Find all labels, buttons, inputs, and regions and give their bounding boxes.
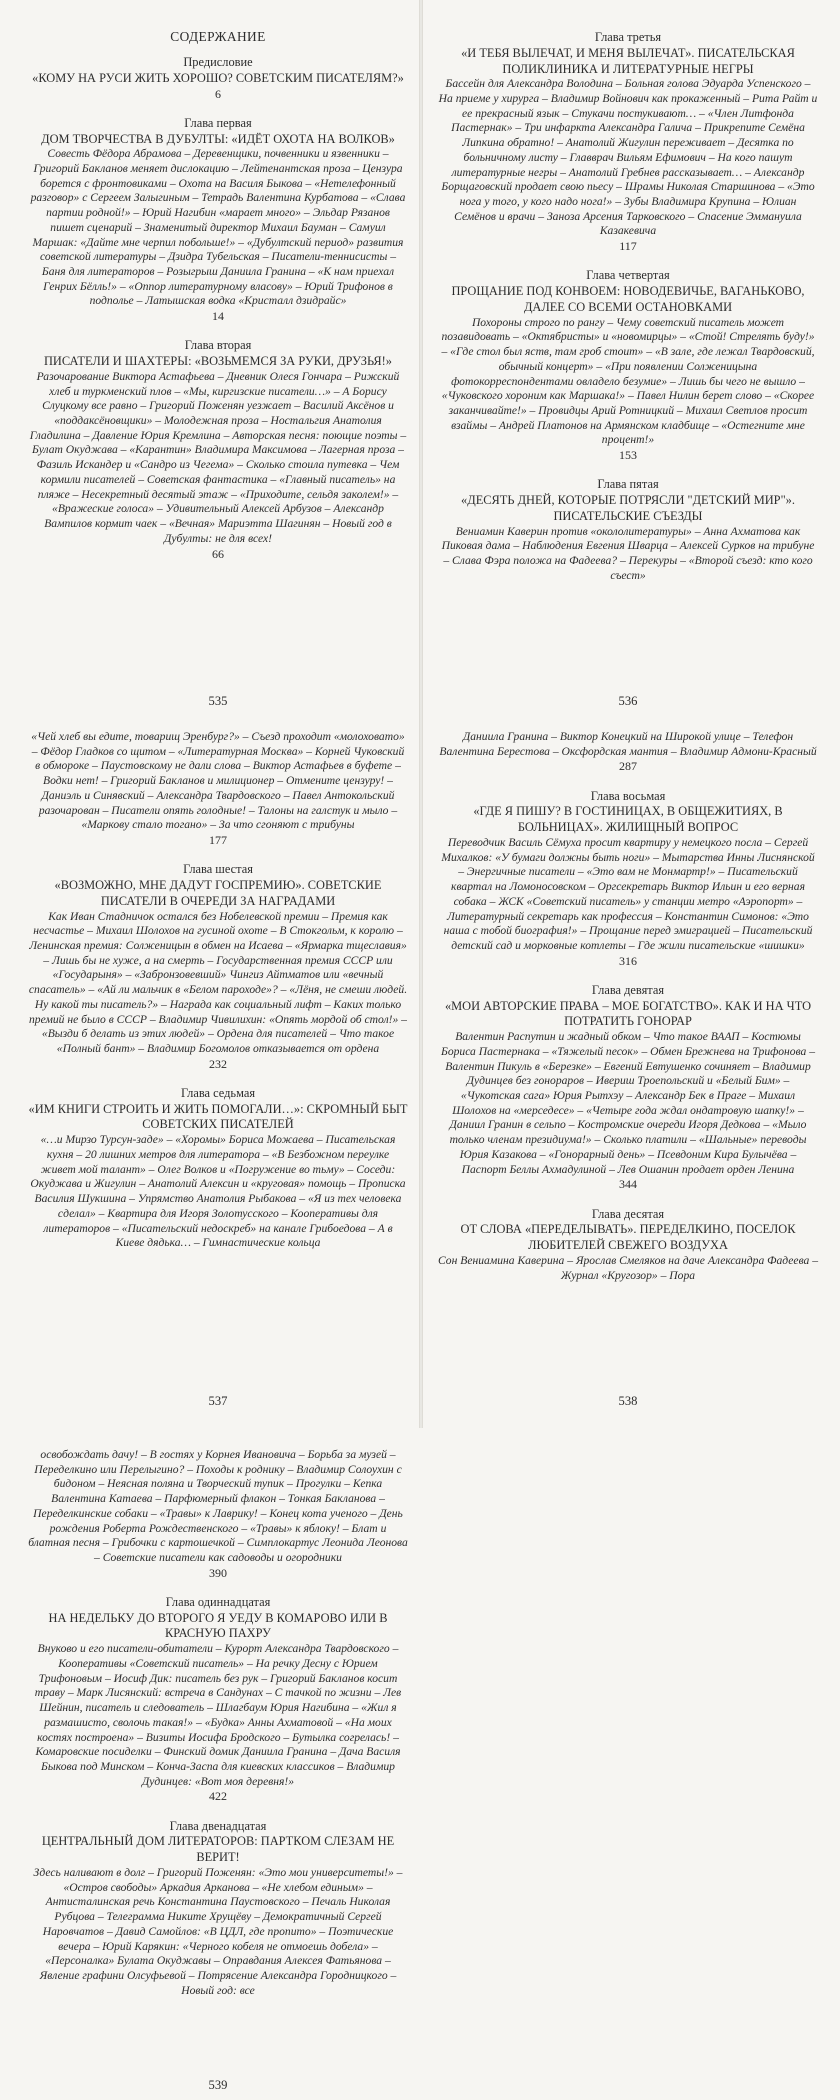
toc-entry	[28, 862, 408, 1072]
toc-entry	[28, 55, 408, 102]
chapter-description: освобождать дачу! – В гостях у Корнея Ивановича – Борьба за музей – Переделкино или Перелыгино? – Походы к роднику – Владимир Солоухин с бидоном – Неясная поляна и Творческий тупик – Прогулки – Кепка Валентина Катаева – Парфюмерный флакон – Тонкая Бакланова – Переделкинские собаки – «Травы» к Лаврику! – Конец кота ученого – День рождения Роберта Рождественского – «Травы» к яблоку! – Блат и блатная песня – Грибочки с картошечкой – Симплокартус Леонида Леонова – Советские писатели как садоводы и огородники	[28, 1448, 408, 1565]
chapter-description: Как Иван Стадничок остался без Нобелевской премии – Премия как несчастье – Михаил Шолохов на гусиной охоте – В Стокгольм, к королю – Ленинская премия: Солженицын в обмен на Исаева – «Ярмарка тщеславия» – Лишь бы не хуже, а на смерть – Государственная премия СССР или «Государыня» – «Забронзовевший» Чингиз Айтматов или «вечный спасатель» – «Ай ли мальчик в «Белом пароходе»? – «Лёня, не смеши людей. Ну какой ты писатель?» – Награда как социальный лифт – Каких только премий не было в СССР – Владимир Чивилихин: «Опять мордой об стол!» – «Вызди б делать из этих людей» – Ордена для писателей – Что такое «Полный бант» – Владимир Богомолов отказывается от ордена	[28, 909, 408, 1055]
toc-entry	[438, 30, 818, 254]
page-538	[438, 730, 818, 1420]
chapter-description: Внуково и его писатели-обитатели – Курорт Александра Твардовского – Кооперативы «Советский писатель» – На речку Десну с Юрием Трифоновым – Иосиф Дик: писатель без рук – Григорий Бакланов косит траву – Марк Лисянский: встреча в Сандунах – С тачкой по жизни – Лев Шейнин, писатель и следователь – Шлагбаум Юрия Нагибина – «Жил я размашисто, сволочь такая!» – «Будка» Анны Ахматовой – «На моих костях построена» – Визиты Иосифа Бродского – Бутылка согрелась! – Комаровские посиделки – Финский домик Даниила Гранина – Дача Василя Быкова под Минском – Конча-Заспа для киевских классиков – Владимир Дудинцев: «Вот моя деревня!»	[34, 1642, 402, 1788]
chapter-label: Глава первая	[184, 115, 252, 130]
toc-entry	[28, 1595, 408, 1805]
toc-entry	[438, 730, 818, 775]
page-number: 344	[619, 1177, 637, 1192]
page-number: 117	[619, 239, 637, 254]
folio: 535	[208, 694, 228, 708]
page-number: 287	[619, 759, 637, 774]
toc-entry	[438, 268, 818, 463]
chapter-title: «КОМУ НА РУСИ ЖИТЬ ХОРОШО? СОВЕТСКИМ ПИСАТЕЛЯМ?»	[32, 70, 404, 85]
chapter-title: «ДЕСЯТЬ ДНЕЙ, КОТОРЫЕ ПОТРЯСЛИ "ДЕТСКИЙ МИР"». ПИСАТЕЛЬСКИЕ СЪЕЗДЫ	[461, 493, 795, 523]
chapter-label: Глава одиннадцатая	[165, 1594, 271, 1609]
spread-2	[0, 722, 840, 1428]
page-number: 316	[619, 953, 637, 968]
chapter-description: Даниила Гранина – Виктор Конецкий на Широкой улице – Телефон Валентина Берестова – Оксфордская мантия – Владимир Адмони-Красный	[439, 730, 817, 758]
chapter-title: «ВОЗМОЖНО, МНЕ ДАДУТ ГОСПРЕМИЮ». СОВЕТСКИЕ ПИСАТЕЛИ В ОЧЕРЕДИ ЗА НАГРАДАМИ	[54, 878, 382, 908]
toc-entry	[28, 338, 408, 561]
chapter-label: Глава седьмая	[180, 1085, 256, 1100]
chapter-label: Глава вторая	[184, 338, 252, 353]
page-539	[28, 1448, 408, 2098]
chapter-label: Глава девятая	[591, 982, 665, 997]
chapter-description: Сон Вениамина Каверина – Ярослав Смеляков на даче Александра Фадеева – Журнал «Кругозор» – Пора	[438, 1253, 819, 1282]
chapter-title: НА НЕДЕЛЬКУ ДО ВТОРОГО Я УЕДУ В КОМАРОВО ИЛИ В КРАСНУЮ ПАХРУ	[48, 1610, 388, 1641]
chapter-title: ПИСАТЕЛИ И ШАХТЕРЫ: «ВОЗЬМЕМСЯ ЗА РУКИ, ДРУЗЬЯ!»	[43, 354, 392, 369]
folio: 537	[208, 1394, 228, 1408]
toc-entry	[28, 1819, 408, 1999]
contents-heading: СОДЕРЖАНИЕ	[170, 29, 266, 44]
chapter-title: «МОИ АВТОРСКИЕ ПРАВА – МОЕ БОГАТСТВО». КАК И НА ЧТО ПОТРАТИТЬ ГОНОРАР	[444, 998, 812, 1029]
chapter-description: Похороны строго по рангу – Чему советский писатель может позавидовать – «Октябристы» и «новомирцы» – «Стой! Стрелять буду!» – «Где стол был яств, там гроб стоит» – «В зале, где лежал Твардовский, обычный концерт» – «При появлении Солженицына фотокорреспондентами овладело безумие» – Лишь бы чего не вышло – «Чуковского хороним как Маршака!» – Павел Нилин берет слово – «Скорее заканчивайте!» – Провидцы Арий Ротницкий – Михаил Светлов просит взаймы – Андрей Платонов на Армянском кладбище – «Остегните мне процент!»	[441, 315, 815, 447]
page-536	[438, 30, 818, 720]
page-number: 66	[212, 546, 224, 561]
toc-entry	[438, 1207, 818, 1284]
chapter-description: Совесть Фёдора Абрамова – Деревенщики, почвенники и язвенники – Григорий Бакланов меняет дислокацию – Лейтенантская проза – Цензура борется с фронтовиками – Охота на Василя Быкова – «Нетелефонный разговор» с Сергеем Залыгиным – Тетрадь Валентина Курбатова – «Слава партии родной!» – Юрий Нагибин «марает много» – Эльдар Рязанов пишет сценарий – Знаменитый директор Михаил Бауман – Самуил Маршак: «Дайте мне черпил побольше!» – «Дубултский период» развития советской литературы – Дзидра Тубельская – Писатели-теннисисты – Баня для литераторов – Розыгрыш Даниила Гранина – «К нам приехал Генрих Бёлль!» – «Оппор литературному власову» – Юрий Трифонов в подполье – Латышская водка «Кристалл дзидрайс»	[30, 147, 406, 308]
page-537	[28, 730, 408, 1420]
page-number: 14	[212, 309, 224, 324]
chapter-description: Валентин Распутин и жадный обком – Что такое ВААП – Костюмы Бориса Пастернака – «Тяжелый песок» – Обмен Брежнева на Трифонова – Валентин Пикуль в «Березке» – Евгений Евтушенко сочиняет – Владимир Дудинцев без гонораров – Ивериш Троепольский и «Белый Бим» – «Чукотская сага» Юрия Рытхэу – Александр Бек в Праге – Михаил Шолохов на «мерседесе» – «Четыре года ждал ондатровую шапку!» – Даниил Гранин в сельпо – Костромские очереди Игоря Дедкова – «Мыло только членам президиума!» – Сколько платили – «Шальные» переводы Юрия Казакова – «Гонорарный день» – Псевдоним Кира Булычёва – Паспорт Беллы Ахмадулиной – Лев Ошанин продает орден Ленина	[440, 1030, 816, 1176]
spread-1	[0, 0, 840, 722]
chapter-label: Глава восьмая	[590, 788, 666, 803]
page-number: 153	[619, 448, 637, 463]
chapter-label: Глава шестая	[183, 862, 253, 877]
chapter-description: Разочарование Виктора Астафьева – Дневник Олеся Гончара – Рижский хлеб и туркменский плов – «Мы, киргизские писатели…» – А Борису Слуцкому все равно – Григорий Поженян уезжает – Василий Аксёнов и «поддаксёновщики» – Молодежная проза – Ностальгия Анатолия Гладилина – Давление Юрия Кремлина – Авторская песня: поющие поэты – Булат Окуджава – «Карантин» Владимира Максимова – Лагерная проза – Фазиль Искандер и «Сандро из Чегема» – Сколько стоила путевка – Чем кормили писателей – Советская фантастика – «Главный писатель» на пляже – Несекретный десятый этаж – «Приходите, сельдя заколем!» – «Вражеские голоса» – Удивительный Алексей Арбузов – Александр Вампилов кормит чаек – «Вечная» Мариэтта Шагинян – Новый год в Дубулты: не для всех!	[29, 369, 407, 545]
chapter-description: Вениамин Каверин против «окололитературы» – Анна Ахматова как Пиковая дама – Наблюдения Евгения Шварца – Алексей Сурков на трибуне – Слава Фэра положа на Фадеева? – Перекуры – «Второй съезд: кто кого съест»	[441, 524, 815, 582]
toc-entry	[438, 789, 818, 969]
page-number: 390	[209, 1565, 227, 1580]
chapter-title: «ГДЕ Я ПИШУ? В ГОСТИНИЦАХ, В ОБЩЕЖИТИЯХ, В БОЛЬНИЦАХ». ЖИЛИЩНЫЙ ВОПРОС	[473, 804, 783, 835]
page-number: 177	[209, 833, 227, 848]
toc-entry	[438, 477, 818, 583]
chapter-label: Глава третья	[594, 30, 662, 44]
chapter-description: «Чей хлеб вы едите, товарищ Эренбург?» – Съезд проходит «молоховато» – Фёдор Гладков со щитом – «Литературная Москва» – Корней Чуковский в обмороке – Паустовскому не дали слова – Виктор Астафьев в буфете – Водки нет! – Григорий Бакланов и милиционер – Отмените цензуру! – Даниэль и Синявский – Александра Твардовского – Павел Антокольский разочарован – Писатели опять голодные! – Талоны на галстук и мыло – «Маркову стало тогано» – За что сгоняют с трибуны	[31, 730, 405, 832]
chapter-label: Предисловие	[183, 55, 253, 70]
chapter-description: Здесь наливают в долг – Григорий Поженян: «Это мои университеты!» – «Остров свободы» Аркадия Арканова – «Не хлебом единым» – Антисталинская речь Константина Паустовского – Печаль Николая Рубцова – Телеграмма Никите Хрущёву – Демократичный Сергей Наровчатов – Давид Самойлов: «В ЦДЛ, где пропито» – Поэтические вечера – Юрий Карякин: «Черного кобеля не отмоешь добела» – «Персоналка» Булата Окуджавы – Оправдания Алексея Фатьянова – Явление графини Олсуфьевой – Потрясение Александра Городницкого – Новый год: все	[33, 1865, 403, 1997]
chapter-label: Глава пятая	[597, 477, 659, 492]
chapter-label: Глава четвертая	[586, 268, 670, 283]
chapter-title: «ИМ КНИГИ СТРОИТЬ И ЖИТЬ ПОМОГАЛИ…»: СКРОМНЫЙ БЫТ СОВЕТСКИХ ПИСАТЕЛЕЙ	[28, 1101, 408, 1132]
page-number: 422	[209, 1789, 227, 1804]
chapter-description: Бассейн для Александра Володина – Больная голова Эдуарда Успенского – На приеме у хирурга – Владимир Войнович как прокаженный – Рита Райт и ее прекрасный язык – Стукачи постукивают… – «Член Литфонда Пастернак» – Три инфаркта Александра Галича – Прикрепите Семёна Липкина обратно! – Анатолий Жигулин переживает – Десятка по больничному листу – Главврач Вильям Ефимович – На кого пашут литературные негры – Анатолий Гребнев рассказывает… – Александр Борщаговский продает свою пьесу – Шрамы Николая Старшинова – «Это нога у того, у кого надо нога!» – Зубы Владимира Крупина – Юлиан Семёнов и врачи – Заноза Арсения Тарковского – Спасение Эммануила Казакевича	[438, 77, 818, 238]
toc-entry	[28, 1448, 408, 1581]
folio: 538	[618, 1394, 638, 1408]
chapter-description: «…и Мирзо Турсун-заде» – «Хоромы» Бориса Можаева – Писательская кухня – 20 лишних метров для литератора – «В Безбожном переулке живет мой талант» – Олег Волков и «Погружение во тьму» – Соседи: Окуджава и Жигулин – Анатолий Алексин и «круговая» помощь – Прописка Василия Шукшина – Упрямство Анатолия Рыбакова – «Я из тех человека сделал» – Квартира для Игоря Золотусского – Кооперативы для литераторов – «Писательский недоскреб» на канале Грибоедова – А в Киеве дядька… – Гимнастические кольца	[30, 1133, 406, 1250]
page-number: 232	[209, 1056, 227, 1071]
toc-entry	[28, 116, 408, 325]
chapter-title: «И ТЕБЯ ВЫЛЕЧАТ, И МЕНЯ ВЫЛЕЧАТ». ПИСАТЕЛЬСКАЯ ПОЛИКЛИНИКА И ЛИТЕРАТУРНЫЕ НЕГРЫ	[461, 45, 795, 76]
chapter-label: Глава двенадцатая	[169, 1818, 267, 1833]
chapter-title: ДОМ ТВОРЧЕСТВА В ДУБУЛТЫ: «ИДЁТ ОХОТА НА ВОЛКОВ»	[41, 131, 395, 146]
folio: 536	[618, 694, 638, 708]
toc-entry	[28, 730, 408, 848]
toc-entry	[28, 1086, 408, 1251]
toc-entry	[438, 983, 818, 1193]
chapter-title: ПРОЩАНИЕ ПОД КОНВОЕМ: НОВОДЕВИЧЬЕ, ВАГАНЬКОВО, ДАЛЕЕ СО ВСЕМИ ОСТАНОВКАМИ	[451, 284, 805, 314]
spread-3	[0, 1428, 840, 2100]
chapter-label: Глава десятая	[591, 1206, 665, 1221]
page-number: 6	[215, 86, 221, 101]
spine	[419, 0, 423, 722]
chapter-title: ЦЕНТРАЛЬНЫЙ ДОМ ЛИТЕРАТОРОВ: ПАРТКОМ СЛЕЗАМ НЕ ВЕРИТ!	[41, 1834, 395, 1865]
folio: 539	[208, 2078, 228, 2092]
chapter-title: ОТ СЛОВА «ПЕРЕДЕЛЫВАТЬ». ПЕРЕДЕЛКИНО, ПОСЕЛОК ЛЮБИТЕЛЕЙ СВЕЖЕГО ВОЗДУХА	[460, 1222, 796, 1253]
spine	[419, 722, 423, 1428]
chapter-description: Переводчик Василь Сёмуха просит квартиру у немецкого посла – Сергей Михалков: «У бумаги должны быть ноги» – Мытарства Инны Лиснянской – Энергичные писатели – «Это вам не Монмартр!» – Писательский квартал на Ломоносовском – Оргсекретарь Виктор Ильин и его верная собака – ЖСК «Советский писатель» у станции метро «Аэропорт» – Литературный секретарь как профессия – Константин Симонов: «Это наша с тобой биография!» – Прощание перед эмиграцией – Писательский детский сад и морковные котлеты – Где жили писательские «шишки»	[441, 835, 815, 952]
page-535	[28, 26, 408, 716]
